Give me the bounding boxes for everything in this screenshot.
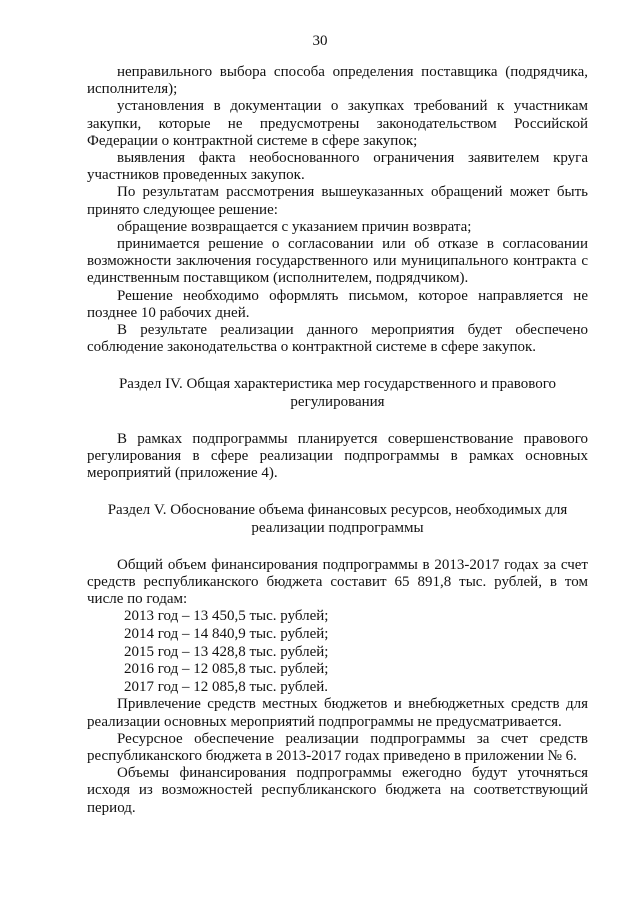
paragraph: Общий объем финансирования подпрограммы в 2013-2017 годах за счет средств республиканского бюджета составит 65 891,8 тыс. рублей, в том числе по годам: <box>87 556 588 608</box>
paragraph: Решение необходимо оформлять письмом, которое направляется не позднее 10 рабочих дней. <box>87 287 588 321</box>
paragraph: принимается решение о согласовании или об отказе в согласовании возможности заключения государственного или муниципального контракта с единственным поставщиком (исполнителем, подрядчиком). <box>87 236 588 287</box>
funding-year-line: 2014 год – 14 840,9 тыс. рублей; <box>124 626 329 643</box>
paragraph: выявления факта необоснованного ограничения заявителем круга участников проведенных закупок. <box>87 150 588 184</box>
funding-year-line: 2016 год – 12 085,8 тыс. рублей; <box>124 661 329 678</box>
paragraph: В результате реализации данного мероприятия будет обеспечено соблюдение законодательства о контрактной системе в сфере закупок. <box>87 322 588 356</box>
paragraph: Привлечение средств местных бюджетов и внебюджетных средств для реализации основных мероприятий подпрограммы не предусматривается. <box>87 696 588 730</box>
paragraph: обращение возвращается с указанием причин возврата; <box>117 218 472 235</box>
section-heading: Раздел V. Обоснование объема финансовых ресурсов, необходимых для реализации подпрограммы <box>107 502 568 536</box>
paragraph: В рамках подпрограммы планируется совершенствование правового регулирования в сфере реализации подпрограммы в рамках основных мероприятий (приложение 4). <box>87 430 588 482</box>
paragraph: Ресурсное обеспечение реализации подпрограммы за счет средств республиканского бюджета в 2013-2017 годах приведено в приложении № 6. <box>87 730 588 765</box>
document-body <box>87 64 588 817</box>
paragraph: неправильного выбора способа определения поставщика (подрядчика, исполнителя); <box>87 64 588 98</box>
page-number: 30 <box>312 33 328 49</box>
paragraph: установления в документации о закупках требований к участникам закупки, которые не предусмотрены законодательством Российской Федерации о контрактной системе в сфере закупок; <box>87 98 588 149</box>
paragraph: По результатам рассмотрения вышеуказанных обращений может быть принято следующее решение: <box>87 184 588 218</box>
funding-year-line: 2015 год – 13 428,8 тыс. рублей; <box>124 643 329 660</box>
funding-year-line: 2013 год – 13 450,5 тыс. рублей; <box>124 608 329 625</box>
funding-year-line: 2017 год – 12 085,8 тыс. рублей. <box>124 678 329 695</box>
section-heading: Раздел IV. Общая характеристика мер государственного и правового регулирования <box>118 376 557 410</box>
paragraph: Объемы финансирования подпрограммы ежегодно будут уточняться исходя из возможностей республиканского бюджета на соответствующий период. <box>87 765 588 816</box>
